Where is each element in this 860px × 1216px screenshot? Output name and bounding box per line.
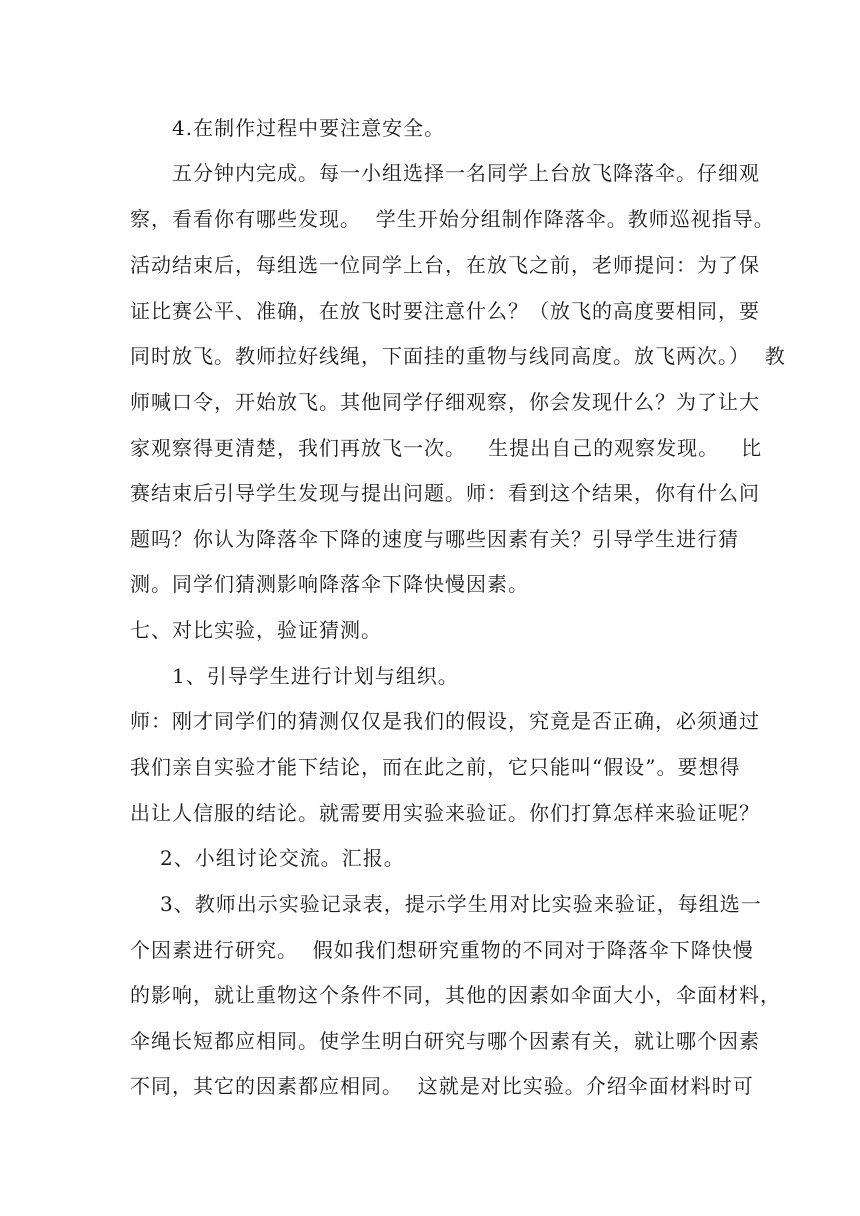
text-line: 活动结束后，每组选一位同学上台，在放飞之前，老师提问：为了保 [130, 253, 760, 277]
text-line: 同时放飞。教师拉好线绳，下面挂的重物与线同高度。放飞两次。） 教 [130, 344, 786, 368]
text-line: 家观察得更清楚，我们再放飞一次。 生提出自己的观察发现。 比 [130, 436, 763, 460]
text-line: 3、教师出示实验记录表，提示学生用对比实验来验证，每组选一 [160, 892, 762, 916]
text-line: 伞绳长短都应相同。使学生明白研究与哪个因素有关，就让哪个因素 [130, 1029, 760, 1053]
text-line: 师：刚才同学们的猜测仅仅是我们的假设，究竟是否正确，必须通过 [130, 709, 760, 733]
text-line: 五分钟内完成。每一小组选择一名同学上台放飞降落伞。仔细观 [172, 161, 760, 185]
section-heading: 七、对比实验，验证猜测。 [130, 618, 382, 642]
text-line: 题吗？你认为降落伞下降的速度与哪些因素有关？引导学生进行猜 [130, 527, 739, 551]
text-line: 测。同学们猜测影响降落伞下降快慢因素。 [130, 572, 529, 596]
text-line: 师喊口令，开始放飞。其他同学仔细观察，你会发现什么？为了让大 [130, 390, 760, 414]
text-line: 个因素进行研究。 假如我们想研究重物的不同对于降落伞下降快慢 [130, 938, 754, 962]
text-line: 2、小组讨论交流。汇报。 [160, 846, 405, 870]
text-line: 的影响，就让重物这个条件不同，其他的因素如伞面大小，伞面材料， [130, 983, 781, 1007]
text-line: 我们亲自实验才能下结论，而在此之前，它只能叫“假设”。要想得 [130, 755, 741, 779]
text-line: 出让人信服的结论。就需要用实验来验证。你们打算怎样来验证呢？ [130, 801, 760, 825]
text-line: 赛结束后引导学生发现与提出问题。师：看到这个结果，你有什么问 [130, 481, 760, 505]
text-line: 1、引导学生进行计划与组织。 [172, 664, 459, 688]
text-line: 证比赛公平、准确，在放飞时要注意什么？（放飞的高度要相同，要 [130, 299, 760, 323]
text-line: 察，看看你有哪些发现。 学生开始分组制作降落伞。教师巡视指导。 [130, 207, 775, 231]
text-line: 4.在制作过程中要注意安全。 [172, 116, 446, 140]
text-line: 不同，其它的因素都应相同。 这就是对比实验。介绍伞面材料时可 [130, 1074, 754, 1098]
